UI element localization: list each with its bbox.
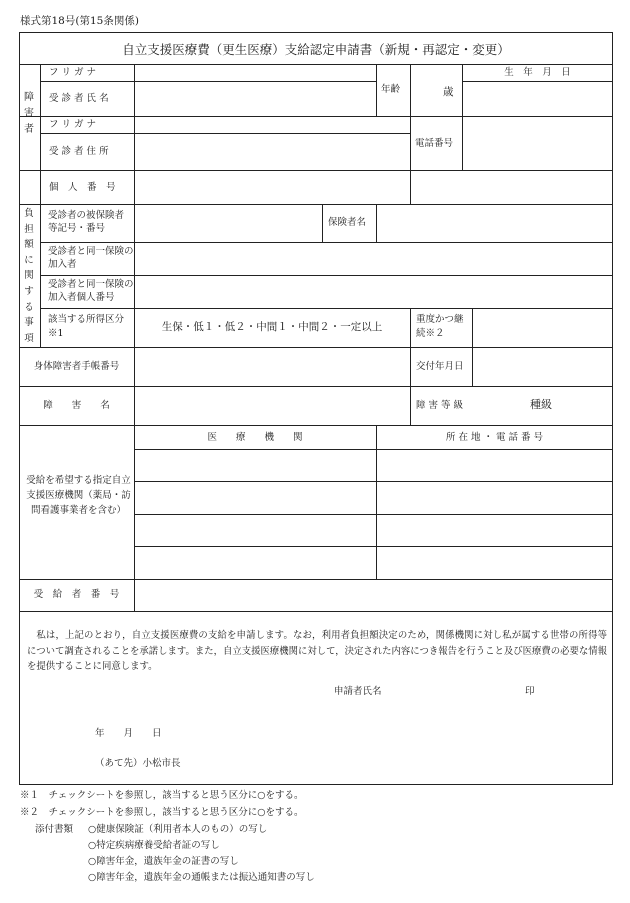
address-label: 受 診 者 住 所 xyxy=(49,146,109,157)
phone-field[interactable] xyxy=(463,117,612,169)
note-1: ※１ チェックシートを参照し，該当すると思う区分に○をする。 xyxy=(20,790,304,801)
seal-mark: 印 xyxy=(525,686,535,697)
furigana-label: フ リ ガ ナ xyxy=(49,67,97,78)
facility-name-field-3[interactable] xyxy=(135,515,375,545)
table-rule-horizontal xyxy=(19,425,613,426)
disability-name-label: 障 害 名 xyxy=(43,400,110,411)
furigana-address-label: フ リ ガ ナ xyxy=(49,119,97,130)
table-rule-horizontal xyxy=(19,611,613,612)
individual-number-label: 個 人 番 号 xyxy=(49,182,116,193)
patient-name-field[interactable] xyxy=(135,82,375,115)
declaration-text: 私は，上記のとおり，自立支援医療費の支給を申請します。なお，利用者負担額決定のため，関係機関に対し私が属する世帯の所得等について調査されることを承諾します。また，自立支援医療機関に対して，決定された内容につき報告を行うこと及び医療費の必要な情報を提供することに同意します。 xyxy=(27,630,607,672)
disability-cert-field[interactable] xyxy=(135,348,409,385)
birthdate-label: 生 年 月 日 xyxy=(504,67,571,78)
income-class-options[interactable]: 生保・低１・低２・中間１・中間２・一定以上 xyxy=(161,321,383,333)
addressee: （あて先）小松市長 xyxy=(95,758,181,769)
age-unit: 歳 xyxy=(443,86,454,98)
insurer-field[interactable] xyxy=(377,205,612,241)
severe-continuous-field[interactable] xyxy=(473,309,612,346)
insurer-label: 保険者名 xyxy=(328,217,367,228)
age-label: 年齢 xyxy=(381,84,401,95)
issue-date-label: 交付年月日 xyxy=(416,361,464,372)
attachment-item: ○障害年金，遺族年金の証書の写し xyxy=(88,856,239,867)
attachment-item: ○健康保険証（利用者本人のもの）の写し xyxy=(88,824,268,835)
table-rule-vertical xyxy=(40,64,41,347)
severe-continuous-label: 重度かつ継続※２ xyxy=(416,314,464,339)
individual-number-field[interactable] xyxy=(135,171,612,203)
income-class-label: 該当する所得区分※1 xyxy=(48,314,125,339)
note-2: ※２ チェックシートを参照し，該当すると思う区分に○をする。 xyxy=(20,807,304,818)
same-insurance-number-field[interactable] xyxy=(135,276,612,307)
insured-id-field[interactable] xyxy=(135,205,321,241)
patient-name-label: 受 診 者 氏 名 xyxy=(49,93,109,104)
same-insurance-number-label: 受診者と同一保険の加入者個人番号 xyxy=(48,279,134,303)
facility-name-field-2[interactable] xyxy=(135,482,375,513)
applicant-name-field[interactable] xyxy=(392,682,522,700)
disability-cert-label: 身体障害者手帳番号 xyxy=(33,361,120,372)
phone-label: 電話番号 xyxy=(415,138,454,149)
table-rule-vertical xyxy=(410,308,411,425)
form-number: 様式第18号(第15条関係) xyxy=(20,15,139,27)
issue-date-field[interactable] xyxy=(473,348,612,385)
address-furigana-field[interactable] xyxy=(135,117,409,132)
facility-address-field-4[interactable] xyxy=(377,547,612,578)
table-rule-vertical xyxy=(376,64,377,116)
facility-name-field-1[interactable] xyxy=(135,450,375,480)
application-date[interactable]: 年 月 日 xyxy=(95,728,162,739)
attachment-item: ○特定疾病療養受給者証の写し xyxy=(88,840,220,851)
facility-address-field-3[interactable] xyxy=(377,515,612,545)
table-rule-vertical xyxy=(322,204,323,242)
recipient-number-label: 受 給 者 番 号 xyxy=(33,589,120,600)
address-field[interactable] xyxy=(135,134,409,169)
section-burden-label: 負担額に関する事項 xyxy=(24,208,34,344)
disability-name-field[interactable] xyxy=(135,387,409,424)
disability-grade-field[interactable]: 種級 xyxy=(530,398,552,411)
facility-column-header: 医 療 機 関 xyxy=(207,432,303,443)
facility-address-column-header: 所 在 地 ・ 電 話 番 号 xyxy=(445,432,544,443)
facility-address-field-2[interactable] xyxy=(377,482,612,513)
recipient-number-field[interactable] xyxy=(135,580,612,610)
disability-grade-label: 障 害 等 級 xyxy=(416,400,464,411)
attachment-item: ○障害年金，遺族年金の通帳または振込通知書の写し xyxy=(88,872,315,883)
facility-name-field-4[interactable] xyxy=(135,547,375,578)
same-insurance-label: 受診者と同一保険の加入者 xyxy=(48,246,134,270)
facility-address-field-1[interactable] xyxy=(377,450,612,480)
attachments-label: 添付書類 xyxy=(35,824,74,835)
name-furigana-field[interactable] xyxy=(135,65,375,80)
section-patient-label: 障害者 xyxy=(24,92,34,135)
birthdate-field[interactable] xyxy=(463,82,612,115)
insured-id-label: 受診者の被保険者等記号・番号 xyxy=(48,210,125,234)
applicant-name-label: 申請者氏名 xyxy=(334,686,382,697)
same-insurance-field[interactable] xyxy=(135,243,612,274)
form-title: 自立支援医療費（更生医療）支給認定申請書（新規・再認定・変更） xyxy=(122,42,510,57)
facility-section-label: 受給を希望する指定自立支援医療機関（薬局・訪問看護事業者を含む） xyxy=(26,475,131,516)
